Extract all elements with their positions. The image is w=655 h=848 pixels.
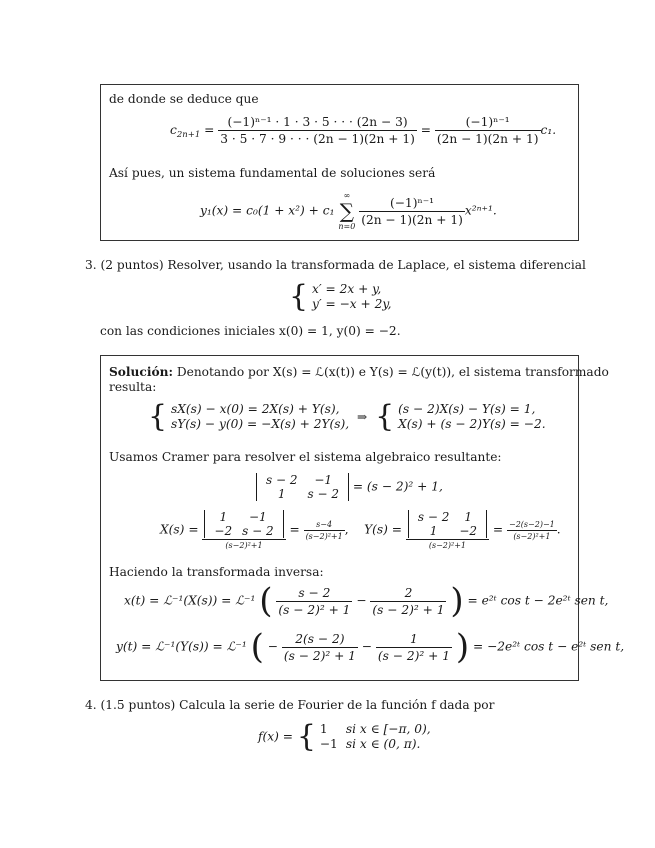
transformed-system: { sX(s) − x(0) = 2X(s) + Y(s), sY(s) − y(0) = −X(s) + 2Y(s), ⇒ { (s − 2)X(s) − Y(s) = 1, X(s) + (s − 2)Y(s) = −2. — [148, 399, 546, 434]
problem-3-conditions: con las condiciones iniciales x(0) = 1, y(0) = −2. — [100, 324, 401, 338]
xt-formula: x(t) = ℒ⁻¹(X(s)) = ℒ⁻¹ ( $\frac{s - 2}{\text{(s − 2)² + 1}}$ − $\frac{2}{\text{(s − 2)² + 1}}$ ) = e²ᵗ cos t − 2e²ᵗ sen t, — [124, 581, 609, 621]
asi-text: Así pues, un sistema fundamental de soluciones será — [109, 166, 436, 180]
problem-3-statement: 3. (2 puntos) Resolver, usando la transformada de Laplace, el sistema diferencial — [85, 258, 586, 272]
inversa-text: Haciendo la transformada inversa: — [109, 565, 324, 579]
solucion-line: Solución: Denotando por X(s) = ℒ(x(t)) e Y(s) = ℒ(y(t)), el sistema transformado — [109, 365, 609, 379]
intro-text: de donde se deduce que — [109, 92, 259, 106]
c-formula: $c_{2n+1}$ = $\frac{\text{(−1)ⁿ⁻¹ · 1 · 3 · 5 · · · (2n − 3)}}{3 \cdot 5 \cdot 7 \cdot 9 \cdot \cdot \cdot (2n - 1)(2n + 1)}$ = $\frac{\text{(−1)ⁿ⁻¹}}{(2n - 1)(2n + 1)}$ c₁. — [170, 115, 557, 146]
solucion-label: Solución: — [109, 365, 173, 379]
cramer-solutions: X(s) = 1 −1 −2 s − 2 (s−2)²+1 = $\frac{s-4}{\text{(s−2)²+1}}$ , Y(s) = s − 2 1 1 −2 (s−2)²+1 = $\frac{-2(s-2)-1}{\text{(s−2)²+1}}$ . — [160, 510, 561, 550]
y1-formula: y₁(x) = c₀(1 + x²) + c₁ ∞ ∑ n=0 $\frac{\text{(−1)ⁿ⁻¹}}{(2n - 1)(2n + 1)}$ x²ⁿ⁺¹. — [200, 191, 497, 231]
determinant: s − 2 −1 1 s − 2 = (s − 2)² + 1, — [256, 473, 443, 501]
problem-4-statement: 4. (1.5 puntos) Calcula la serie de Fourier de la función f dada por — [85, 698, 495, 712]
yt-formula: y(t) = ℒ⁻¹(Y(s)) = ℒ⁻¹ ( − $\frac{2(s - 2)}{\text{(s − 2)² + 1}}$ − $\frac{1}{\text{(s − 2)² + 1}}$ ) = −2e²ᵗ cos t − e²ᵗ sen t, — [116, 627, 625, 667]
solucion-line-2: resulta: — [109, 380, 157, 394]
cramer-text: Usamos Cramer para resolver el sistema algebraico resultante: — [109, 450, 502, 464]
problem-4-function: f(x) = { 1 si x ∈ [−π, 0), −1 si x ∈ (0, π). — [258, 719, 431, 754]
problem-3-system: { x′ = 2x + y, y′ = −x + 2y, — [289, 279, 392, 314]
